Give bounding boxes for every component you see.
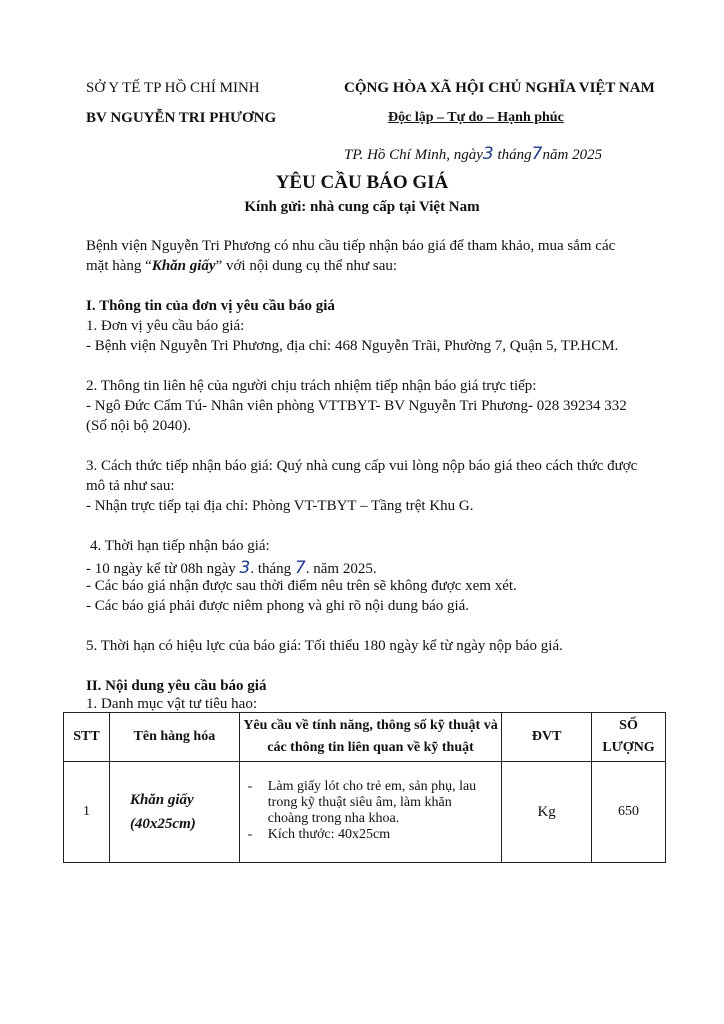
header-qty	[592, 713, 666, 762]
header-spec	[239, 713, 501, 762]
date-month-label: tháng	[497, 147, 532, 163]
date-day: 3	[482, 144, 494, 164]
items-table	[63, 712, 666, 863]
header-unit: ĐVT	[502, 713, 592, 762]
header-spec-line-1: Yêu cầu về tính năng, thông số kỹ thuật và	[243, 718, 498, 733]
date-prefix: TP. Hồ Chí Minh, ngày	[344, 147, 483, 163]
intro-item-name: Khăn giấy	[151, 258, 216, 274]
deadline-day: 3	[239, 558, 251, 578]
deadline-prefix: - 10 ngày kể từ 08h ngày	[86, 561, 236, 577]
table-row	[64, 762, 666, 863]
section-1-item-2-line-2: (Số nội bộ 2040).	[86, 418, 191, 434]
table-header-row	[64, 713, 666, 762]
section-1-heading: I. Thông tin của đơn vị yêu cầu báo giá	[86, 298, 335, 314]
issuer-department: SỞ Y TẾ TP HỒ CHÍ MINH	[86, 80, 260, 96]
section-1-item-1-title: 1. Đơn vị yêu cầu báo giá:	[86, 318, 245, 334]
page-subtitle: Kính gửi: nhà cung cấp tại Việt Nam	[244, 199, 480, 215]
section-1-item-4-line-3: - Các báo giá phải được niêm phong và ghi rõ nội dung báo giá.	[86, 598, 470, 614]
issuer-hospital: BV NGUYỄN TRI PHƯƠNG	[86, 110, 277, 126]
section-1-item-4-line-2: - Các báo giá nhận được sau thời điểm nêu trên sẽ không được xem xét.	[86, 578, 517, 594]
page-title: YÊU CẦU BÁO GIÁ	[275, 172, 449, 193]
section-1-item-5: 5. Thời hạn có hiệu lực của báo giá: Tối thiểu 180 ngày kể từ ngày nộp báo giá.	[86, 638, 563, 654]
date-year: năm 2025	[542, 147, 603, 163]
document-date	[344, 144, 602, 164]
section-1-item-1-line: - Bệnh viện Nguyễn Tri Phương, địa chỉ: 468 Nguyễn Trãi, Phường 7, Quận 5, TP.HCM.	[86, 338, 619, 354]
header-qty-line-1: SỐ	[619, 718, 638, 733]
section-1-item-4-title: 4. Thời hạn tiếp nhận báo giá:	[90, 538, 270, 554]
section-1-item-3-title-2: mô tả như sau:	[86, 478, 175, 494]
cell-name-line-1: Khăn giấy	[129, 792, 194, 808]
cell-spec	[239, 762, 501, 863]
spec-item-1: - Làm giấy lót cho trẻ em, sản phụ, lau trong kỹ thuật siêu âm, làm khăn choàng trong nha khoa.	[268, 779, 495, 827]
spec-list	[240, 779, 495, 843]
deadline-month: 7	[294, 558, 306, 578]
cell-name	[109, 762, 239, 863]
cell-qty: 650	[592, 762, 666, 863]
intro-suffix: ” với nội dung cụ thể như sau:	[215, 258, 398, 274]
section-2-heading: II. Nội dung yêu cầu báo giá	[86, 678, 267, 694]
section-1-item-2-title: 2. Thông tin liên hệ của người chịu trách nhiệm tiếp nhận báo giá trực tiếp:	[86, 378, 537, 394]
header-spec-line-2: các thông tin liên quan về kỹ thuật	[267, 740, 474, 755]
national-motto: Độc lập – Tự do – Hạnh phúc	[388, 110, 564, 125]
cell-name-line-2: (40x25cm)	[129, 816, 196, 832]
section-1-item-3-line: - Nhận trực tiếp tại địa chỉ: Phòng VT-TBYT – Tầng trệt Khu G.	[86, 498, 474, 514]
header-stt: STT	[64, 713, 110, 762]
deadline-year: . năm 2025.	[305, 561, 377, 577]
intro-prefix: mặt hàng “	[86, 258, 152, 274]
section-1-item-2-line-1: - Ngô Đức Cẩm Tú- Nhân viên phòng VTTBYT- BV Nguyễn Tri Phương- 028 39234 332	[86, 398, 627, 414]
section-1-item-4-line-1	[86, 558, 377, 578]
header-name: Tên hàng hóa	[109, 713, 239, 762]
date-month: 7	[531, 144, 543, 164]
spec-item-2: - Kích thước: 40x25cm	[268, 827, 495, 843]
section-2-list-title: 1. Danh mục vật tư tiêu hao:	[86, 696, 258, 712]
national-title: CỘNG HÒA XÃ HỘI CHỦ NGHĨA VIỆT NAM	[344, 80, 655, 96]
cell-unit: Kg	[502, 762, 592, 863]
intro-line-2	[86, 258, 397, 275]
cell-stt: 1	[64, 762, 110, 863]
section-1-item-3-title-1: 3. Cách thức tiếp nhận báo giá: Quý nhà cung cấp vui lòng nộp báo giá theo cách thức được	[86, 458, 638, 474]
header-qty-line-2: LƯỢNG	[602, 740, 655, 755]
deadline-month-label: . tháng	[250, 561, 292, 577]
intro-line-1: Bệnh viện Nguyễn Tri Phương có nhu cầu tiếp nhận báo giá để tham khảo, mua sắm các	[86, 238, 616, 254]
